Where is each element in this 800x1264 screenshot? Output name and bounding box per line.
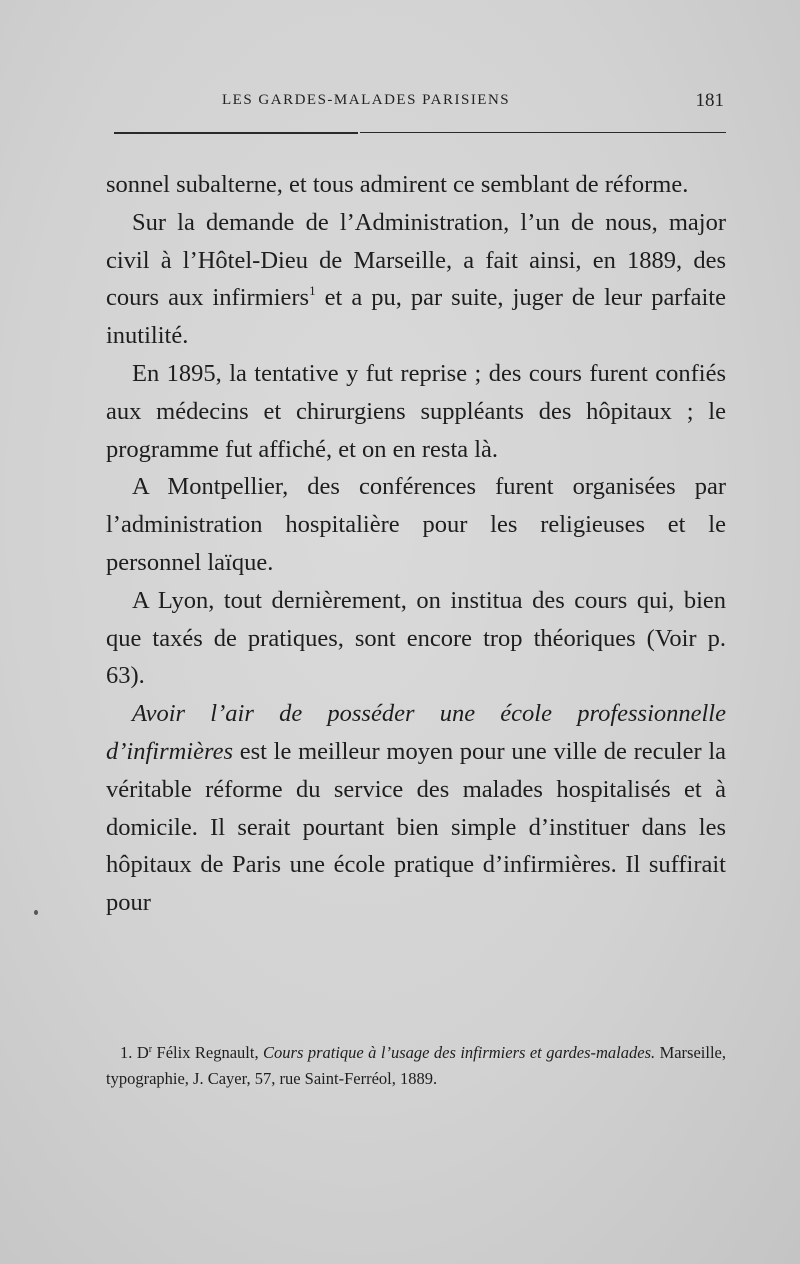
italic-phrase: Avoir l’air de posséder une école professionnelle d’infirmières bbox=[106, 700, 726, 765]
footnote-ref: 1 bbox=[309, 283, 316, 299]
paragraph-4: A Montpellier, des conférences furent organisées par l’administration hospitalière pour les religieuses et le personnel laïque. bbox=[106, 473, 726, 576]
paragraph-2: Sur la demande de l’Administration, l’un de nous, major civil à l’Hôtel-Dieu de Marseille, a fait ainsi, en 1889, des cours aux infirmiers$^1$ et a pu, par suite, juger de leur parfaite inutilité. bbox=[106, 208, 726, 350]
footnote: 1. $D^r$ Félix Regnault, Cours pratique à l’usage des infirmiers et gardes-malades. Marseille, typographie, J. Cayer, 57, rue Saint-Ferréol, 1889. bbox=[106, 1043, 727, 1088]
paragraph-6: Avoir l’air de posséder une école professionnelle d’infirmières est le meilleur moyen pour une ville de reculer la véritable réforme du service des malades hospitalisés et à domicile. Il serait pourtant bien simple d’instituer dans les hôpitaux de Paris une école pratique d’infirmières. Il suffirait pour bbox=[106, 700, 726, 917]
footnote-title: Cours pratique à l’usage des infirmiers et gardes-malades. bbox=[263, 1043, 656, 1062]
paper-speck bbox=[34, 910, 38, 915]
paragraph-1: sonnel subalterne, et tous admirent ce semblant de réforme. bbox=[106, 171, 689, 198]
header-rule-right bbox=[360, 132, 726, 133]
page-header bbox=[108, 88, 724, 118]
page-number: 181 bbox=[695, 90, 724, 111]
running-title: LES GARDES-MALADES PARISIENS bbox=[222, 92, 511, 108]
paragraph-5: A Lyon, tout dernièrement, on institua des cours qui, bien que taxés de pratiques, sont encore trop théoriques (Voir p. 63). bbox=[106, 586, 726, 690]
header-rule-left bbox=[114, 132, 358, 134]
body-text bbox=[106, 166, 726, 922]
paragraph-3: En 1895, la tentative y fut reprise ; des cours furent confiés aux médecins et chirurgiens suppléants des hôpitaux ; le programme fut affiché, et on en resta là. bbox=[106, 359, 726, 463]
